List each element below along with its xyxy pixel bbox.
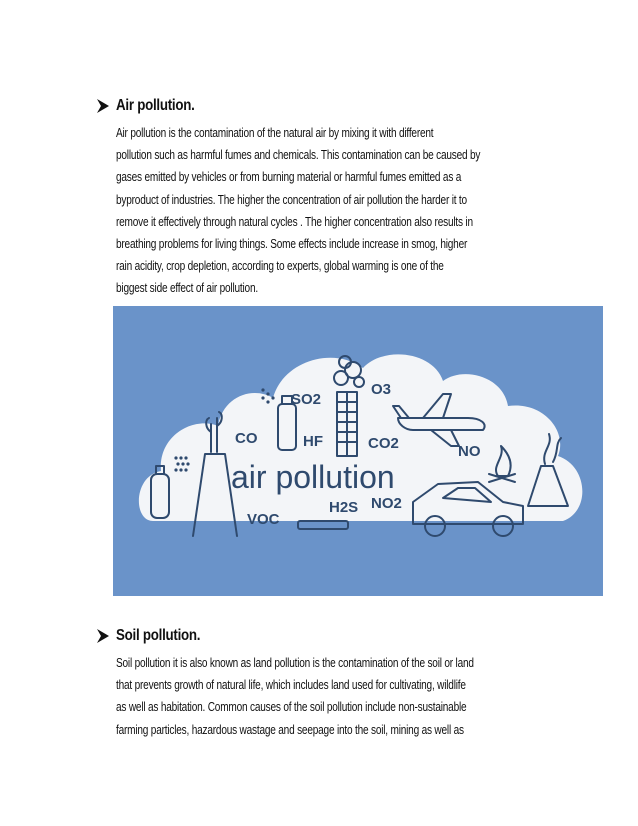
text-line: farming particles, hazardous wastage and seepage into the soil, mining as well as bbox=[116, 722, 464, 737]
text-line: breathing problems for living things. Some effects include increase in smog, higher bbox=[116, 237, 468, 252]
heading-text: Air pollution. bbox=[116, 97, 195, 114]
arrow-bullet-icon bbox=[96, 98, 110, 114]
text-line: gases emitted by vehicles or from burning material or harmful fumes emitted as a bbox=[116, 170, 462, 185]
text-line: pollution such as harmful fumes and chemicals. This contamination can be caused by bbox=[116, 148, 481, 163]
cloud-shape bbox=[139, 354, 582, 521]
figure-title: air pollution bbox=[231, 459, 395, 495]
air-pollution-illustration bbox=[113, 306, 603, 596]
label-no: NO bbox=[458, 443, 481, 460]
paragraph-air bbox=[116, 122, 586, 300]
label-hf: HF bbox=[303, 433, 323, 450]
label-co2: CO2 bbox=[368, 435, 399, 452]
label-o3: O3 bbox=[371, 381, 392, 398]
heading-text: Soil pollution. bbox=[116, 627, 201, 644]
section-heading-air bbox=[96, 97, 207, 115]
text-line: that prevents growth of natural life, which includes land used for cultivating, wildlife bbox=[116, 678, 466, 693]
text-line: Soil pollution it is also known as land pollution is the contamination of the soil or land bbox=[116, 656, 474, 670]
text-line: remove it effectively through natural cycles . The higher concentration also results in bbox=[116, 214, 473, 229]
label-co: CO bbox=[235, 430, 258, 447]
text-line: as well as habitation. Common causes of the soil pollution include non-sustainable bbox=[116, 700, 467, 715]
illustration-svg bbox=[113, 306, 603, 596]
label-voc: VOC bbox=[247, 511, 280, 528]
text-line: Air pollution is the contamination of the natural air by mixing it with different bbox=[116, 126, 434, 140]
section-heading-soil bbox=[96, 627, 214, 645]
text-line: rain acidity, crop depletion, according to experts, global warming is one of the bbox=[116, 259, 444, 274]
paragraph-soil bbox=[116, 652, 586, 741]
arrow-bullet-icon bbox=[96, 628, 110, 644]
label-so2: SO2 bbox=[291, 391, 322, 408]
label-h2s: H2S bbox=[329, 499, 359, 516]
text-line: byproduct of industries. The higher the concentration of air pollution the harder it to bbox=[116, 192, 467, 207]
text-line: biggest side effect of air pollution. bbox=[116, 281, 258, 296]
cigarette-icon bbox=[298, 521, 348, 529]
label-no2: NO2 bbox=[371, 495, 402, 512]
